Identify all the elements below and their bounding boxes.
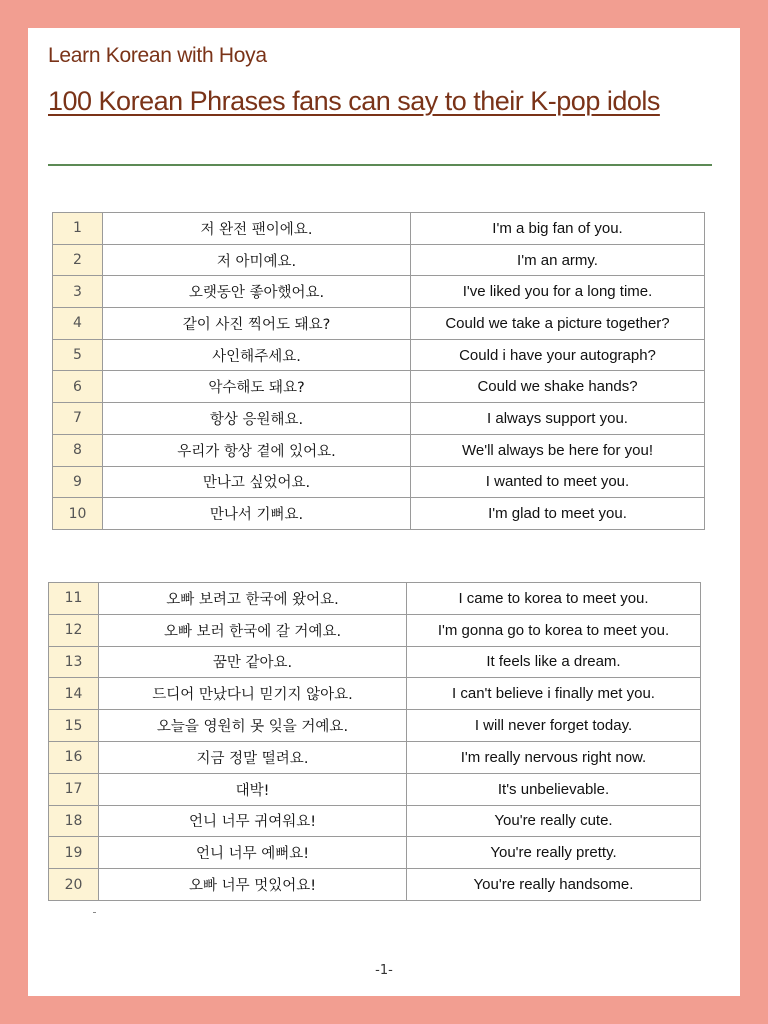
english-translation: I always support you.	[411, 403, 705, 435]
korean-phrase: 오랫동안 좋아했어요.	[103, 276, 411, 308]
document-page	[28, 28, 740, 996]
table-row	[53, 498, 705, 530]
korean-phrase: 사인해주세요.	[103, 339, 411, 371]
english-translation: Could we take a picture together?	[411, 308, 705, 340]
phrase-number: 7	[53, 403, 103, 435]
phrase-number: 9	[53, 466, 103, 498]
table-row	[49, 773, 701, 805]
table-row	[49, 869, 701, 901]
page-title: 100 Korean Phrases fans can say to their K-pop idols	[48, 86, 660, 116]
table-row	[53, 308, 705, 340]
korean-phrase: 오늘을 영원히 못 잊을 거예요.	[99, 710, 407, 742]
english-translation: I wanted to meet you.	[411, 466, 705, 498]
table-row	[49, 805, 701, 837]
table-row	[53, 434, 705, 466]
korean-phrase: 같이 사진 찍어도 돼요?	[103, 308, 411, 340]
phrase-number: 10	[53, 498, 103, 530]
phrase-number: 5	[53, 339, 103, 371]
brand-name: Learn Korean with Hoya	[48, 44, 267, 67]
english-translation: I've liked you for a long time.	[411, 276, 705, 308]
phrase-number: 13	[49, 646, 99, 678]
korean-phrase: 항상 응원해요.	[103, 403, 411, 435]
korean-phrase: 대박!	[99, 773, 407, 805]
phrase-number: 17	[49, 773, 99, 805]
phrase-number: 12	[49, 614, 99, 646]
page-number: -1-	[375, 963, 393, 978]
phrase-number: 15	[49, 710, 99, 742]
table-row	[53, 466, 705, 498]
english-translation: I came to korea to meet you.	[407, 583, 701, 615]
english-translation: It's unbelievable.	[407, 773, 701, 805]
korean-phrase: 저 아미예요.	[103, 244, 411, 276]
english-translation: I'm gonna go to korea to meet you.	[407, 614, 701, 646]
phrases-table-2	[48, 582, 701, 901]
english-translation: We'll always be here for you!	[411, 434, 705, 466]
english-translation: I'm really nervous right now.	[407, 741, 701, 773]
korean-phrase: 저 완전 팬이에요.	[103, 213, 411, 245]
phrase-number: 6	[53, 371, 103, 403]
phrase-number: 8	[53, 434, 103, 466]
phrase-number: 1	[53, 213, 103, 245]
korean-phrase: 언니 너무 예뻐요!	[99, 837, 407, 869]
english-translation: You're really cute.	[407, 805, 701, 837]
english-translation: I'm an army.	[411, 244, 705, 276]
table-row	[53, 276, 705, 308]
phrases-table-1	[52, 212, 705, 530]
korean-phrase: 지금 정말 떨려요.	[99, 741, 407, 773]
english-translation: I will never forget today.	[407, 710, 701, 742]
korean-phrase: 꿈만 같아요.	[99, 646, 407, 678]
table-row	[49, 614, 701, 646]
phrase-number: 4	[53, 308, 103, 340]
table-row	[53, 339, 705, 371]
korean-phrase: 오빠 보러 한국에 갈 거예요.	[99, 614, 407, 646]
table-row	[53, 371, 705, 403]
table-row	[49, 741, 701, 773]
title-divider	[48, 164, 712, 166]
phrase-number: 11	[49, 583, 99, 615]
english-translation: Could we shake hands?	[411, 371, 705, 403]
english-translation: I'm glad to meet you.	[411, 498, 705, 530]
stray-mark	[93, 912, 96, 913]
korean-phrase: 우리가 항상 곁에 있어요.	[103, 434, 411, 466]
korean-phrase: 만나고 싶었어요.	[103, 466, 411, 498]
table-row	[53, 403, 705, 435]
korean-phrase: 악수해도 돼요?	[103, 371, 411, 403]
korean-phrase: 드디어 만났다니 믿기지 않아요.	[99, 678, 407, 710]
english-translation: I can't believe i finally met you.	[407, 678, 701, 710]
table-row	[49, 837, 701, 869]
table-row	[49, 646, 701, 678]
korean-phrase: 오빠 너무 멋있어요!	[99, 869, 407, 901]
english-translation: Could i have your autograph?	[411, 339, 705, 371]
korean-phrase: 언니 너무 귀여워요!	[99, 805, 407, 837]
phrase-number: 3	[53, 276, 103, 308]
phrase-number: 16	[49, 741, 99, 773]
korean-phrase: 만나서 기뻐요.	[103, 498, 411, 530]
table-row	[49, 710, 701, 742]
english-translation: You're really pretty.	[407, 837, 701, 869]
table-row	[49, 678, 701, 710]
english-translation: You're really handsome.	[407, 869, 701, 901]
table-row	[49, 583, 701, 615]
phrase-number: 20	[49, 869, 99, 901]
phrase-number: 19	[49, 837, 99, 869]
table-row	[53, 213, 705, 245]
korean-phrase: 오빠 보려고 한국에 왔어요.	[99, 583, 407, 615]
phrase-number: 14	[49, 678, 99, 710]
phrase-number: 18	[49, 805, 99, 837]
phrase-number: 2	[53, 244, 103, 276]
table-row	[53, 244, 705, 276]
english-translation: It feels like a dream.	[407, 646, 701, 678]
english-translation: I'm a big fan of you.	[411, 213, 705, 245]
